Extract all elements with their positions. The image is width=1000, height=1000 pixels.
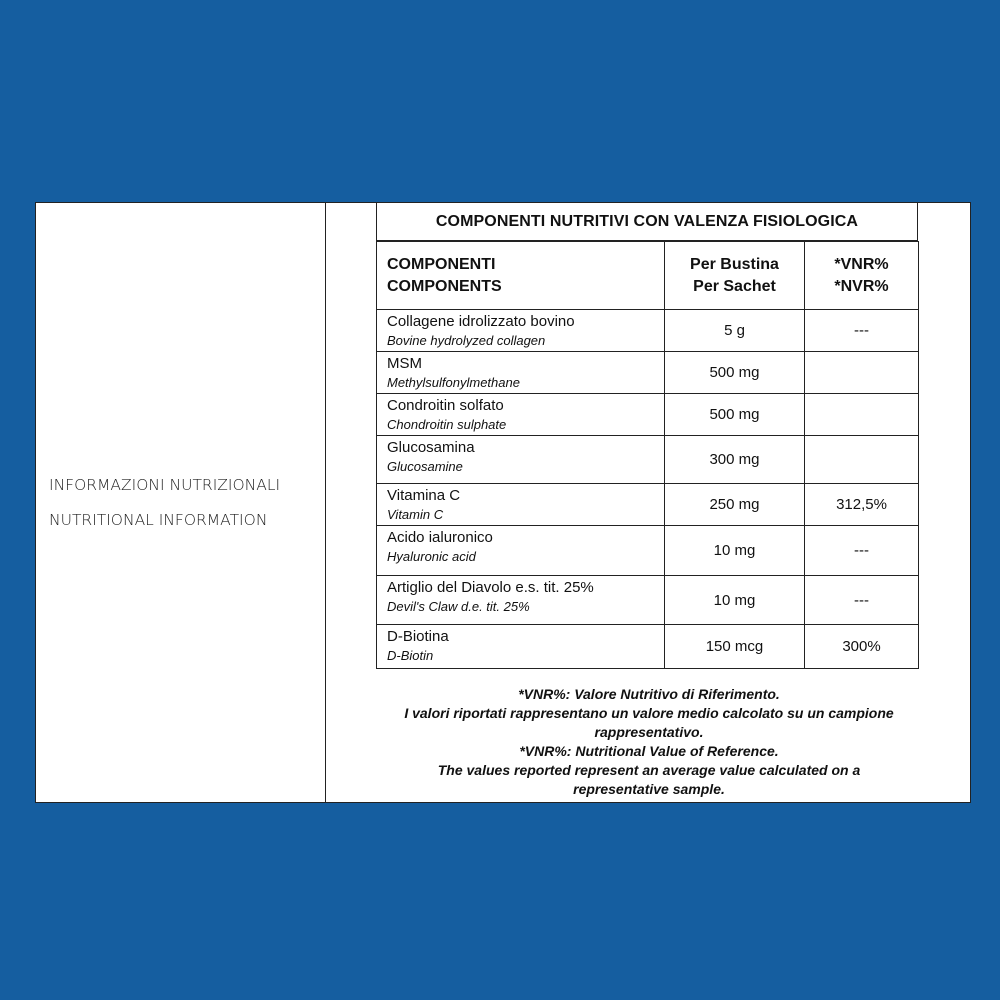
row-name-en: Hyaluronic acid [387,549,476,564]
footnote-line: I valori riportati rappresentano un valore medio calcolato su un campione [404,705,894,721]
row-name-en: Methylsulfonylmethane [387,375,520,390]
table-row [377,310,919,352]
table-row [377,394,919,436]
footnote-line: *VNR%: Nutritional Value of Reference. [519,743,779,759]
header-per-it: Per Bustina [690,255,779,273]
row-name-cell [377,394,665,436]
header-vnr-it: *VNR% [834,255,889,273]
header-components [377,242,665,310]
row-name-en: Vitamin C [387,507,444,522]
table-row [377,436,919,484]
row-name-it: Acido ialuronico [387,529,493,546]
row-name-it: Glucosamina [387,439,475,456]
row-name-en: Chondroitin sulphate [387,417,507,432]
row-name-it: Vitamina C [387,487,461,504]
header-per-sachet [665,242,805,310]
row-name-cell [377,436,665,484]
row-name-cell [377,484,665,526]
table-row [377,576,919,625]
row-vnr [805,352,919,394]
row-vnr: 312,5% [805,484,919,526]
row-amount: 250 mg [665,484,805,526]
label-cell [36,203,326,802]
row-vnr [805,394,919,436]
label-english: NUTRITIONAL INFORMATION [49,510,268,529]
nutrition-info-panel [35,202,971,803]
row-name-cell [377,352,665,394]
row-amount: 500 mg [665,352,805,394]
row-name-it: Condroitin solfato [387,397,504,414]
row-name-cell [377,576,665,625]
table-row [377,484,919,526]
row-amount: 10 mg [665,526,805,576]
row-name-it: Collagene idrolizzato bovino [387,313,575,330]
footnote-line: rappresentativo. [594,724,704,740]
footnotes [326,685,972,799]
row-amount: 500 mg [665,394,805,436]
row-name-en: Devil's Claw d.e. tit. 25% [387,599,530,614]
row-name-it: Artiglio del Diavolo e.s. tit. 25% [387,579,594,596]
row-amount: 5 g [665,310,805,352]
row-name-en: Bovine hydrolyzed collagen [387,333,546,348]
table-title: COMPONENTI NUTRITIVI CON VALENZA FISIOLOGICA [376,203,918,241]
table-row [377,352,919,394]
header-per-en: Per Sachet [693,277,776,295]
header-components-it: COMPONENTI [387,255,496,273]
row-name-it: D-Biotina [387,628,449,645]
row-name-en: Glucosamine [387,459,463,474]
footnote-line: The values reported represent an average value calculated on a [437,762,861,778]
row-vnr: --- [805,576,919,625]
row-name-en: D-Biotin [387,648,434,663]
row-amount: 300 mg [665,436,805,484]
row-amount: 10 mg [665,576,805,625]
table-header-row [377,242,919,310]
row-name-it: MSM [387,355,422,372]
row-name-cell [377,526,665,576]
row-vnr: 300% [805,625,919,669]
row-name-cell [377,625,665,669]
table-row [377,526,919,576]
table-row [377,625,919,669]
row-vnr: --- [805,310,919,352]
label-italian: INFORMAZIONI NUTRIZIONALI [49,475,281,494]
nutrition-table [376,241,919,669]
row-amount: 150 mcg [665,625,805,669]
header-components-en: COMPONENTS [387,277,502,295]
header-vnr [805,242,919,310]
row-vnr [805,436,919,484]
footnote-line: representative sample. [573,781,725,797]
header-vnr-en: *NVR% [834,277,889,295]
footnote-line: *VNR%: Valore Nutritivo di Riferimento. [518,686,780,702]
row-vnr: --- [805,526,919,576]
table-cell [326,203,970,802]
row-name-cell [377,310,665,352]
